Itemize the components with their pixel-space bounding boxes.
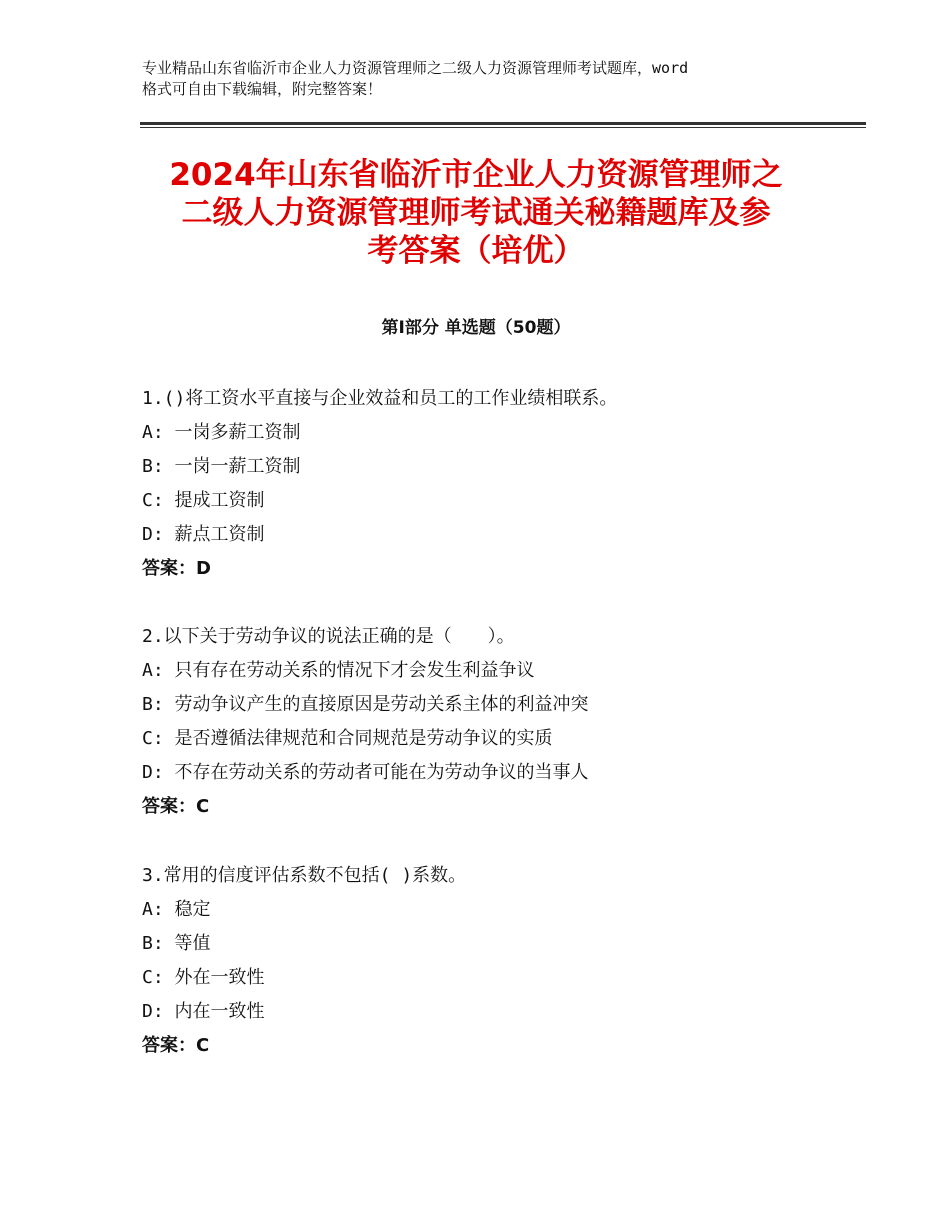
question-1 bbox=[142, 382, 842, 586]
option-d: D: 不存在劳动关系的劳动者可能在为劳动争议的当事人 bbox=[142, 762, 589, 783]
answer: 答案：C bbox=[142, 1035, 210, 1056]
section-title: 第Ⅰ部分 单选题（50题） bbox=[381, 318, 571, 338]
document-title-line-1: 2024年山东省临沂市企业人力资源管理师之 bbox=[169, 157, 783, 193]
option-c: C: 外在一致性 bbox=[142, 967, 265, 988]
header-divider-thick bbox=[140, 122, 866, 125]
header-note-line-1: 专业精品山东省临沂市企业人力资源管理师之二级人力资源管理师考试题库，word bbox=[142, 59, 689, 77]
document-title bbox=[140, 156, 812, 270]
option-d: D: 薪点工资制 bbox=[142, 524, 265, 545]
document-title-line-3: 考答案（培优） bbox=[367, 233, 585, 269]
question-stem: 3.常用的信度评估系数不包括( )系数。 bbox=[142, 865, 467, 886]
question-stem: 2.以下关于劳动争议的说法正确的是（ ）。 bbox=[142, 626, 515, 647]
question-stem: 1.()将工资水平直接与企业效益和员工的工作业绩相联系。 bbox=[142, 388, 618, 409]
question-3 bbox=[142, 859, 842, 1063]
option-c: C: 是否遵循法律规范和合同规范是劳动争议的实质 bbox=[142, 728, 553, 749]
answer: 答案：D bbox=[142, 558, 211, 579]
option-b: B: 一岗一薪工资制 bbox=[142, 456, 301, 477]
option-d: D: 内在一致性 bbox=[142, 1001, 265, 1022]
option-a: A: 只有存在劳动关系的情况下才会发生利益争议 bbox=[142, 660, 535, 681]
option-a: A: 一岗多薪工资制 bbox=[142, 422, 301, 443]
option-b: B: 等值 bbox=[142, 933, 211, 954]
document-title-line-2: 二级人力资源管理师考试通关秘籍题库及参 bbox=[181, 195, 771, 231]
header-divider-thin bbox=[140, 127, 866, 128]
header-note bbox=[142, 58, 822, 100]
answer: 答案：C bbox=[142, 796, 210, 817]
option-c: C: 提成工资制 bbox=[142, 490, 265, 511]
option-b: B: 劳动争议产生的直接原因是劳动关系主体的利益冲突 bbox=[142, 694, 589, 715]
question-2 bbox=[142, 620, 842, 824]
option-a: A: 稳定 bbox=[142, 899, 211, 920]
header-note-line-2: 格式可自由下载编辑，附完整答案！ bbox=[142, 80, 383, 98]
